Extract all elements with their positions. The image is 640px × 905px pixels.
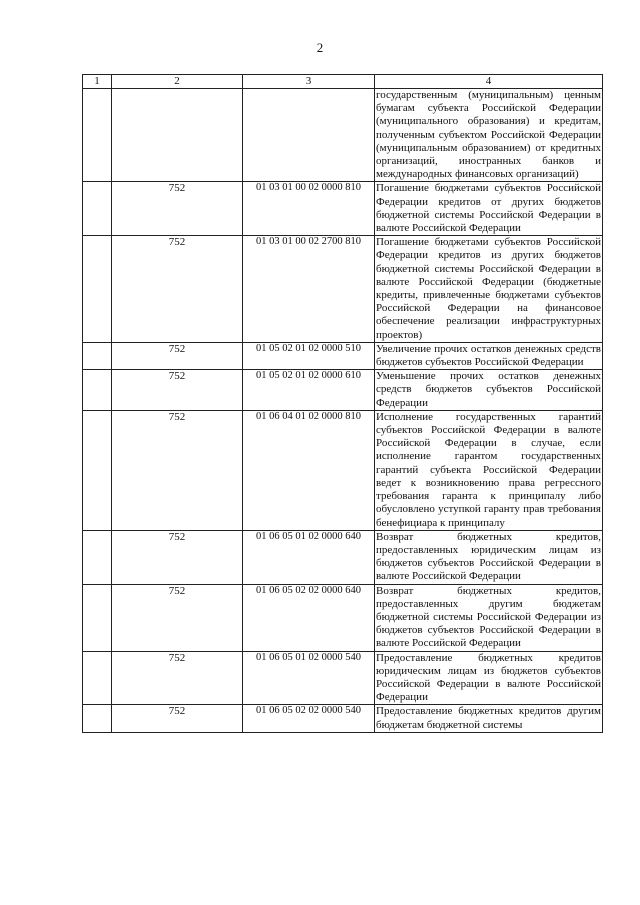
- budget-code: 01 03 01 00 02 0000 810: [243, 182, 375, 236]
- table-header-row: [83, 75, 603, 89]
- description: Погашение бюджетами субъектов Российской Федерации кредитов от других бюджетов бюджетной системы Российской Федерации в валюте Российской Федерации: [376, 182, 601, 235]
- description: государственным (муниципальным) ценным бумагам субъекта Российской Федерации (муниципального образования) и кредитам, полученным субъектом Российской Федерации (муниципальным образованием) от кредитных организаций, иностранных банков и международных финансовых организаций): [376, 89, 601, 181]
- table-row: [83, 89, 603, 182]
- budget-code: 01 03 01 00 02 2700 810: [243, 236, 375, 343]
- admin-code: 752: [112, 651, 243, 705]
- description: Погашение бюджетами субъектов Российской Федерации кредитов из других бюджетов бюджетной системы Российской Федерации в валюте Российской Федерации (бюджетные кредиты, привлеченные бюджетами субъектов Российской Федерации на финансовое обеспечение реализации инфраструктурных проектов): [376, 236, 601, 341]
- row-col-1: [83, 370, 112, 411]
- description: Возврат бюджетных кредитов, предоставленных другим бюджетам бюджетной системы Российской Федерации из бюджетов субъектов Российской Федерации в валюте Российской Федерации: [376, 584, 601, 650]
- admin-code: 752: [112, 530, 243, 584]
- row-col-1: [83, 182, 112, 236]
- admin-code: 752: [112, 342, 243, 369]
- table-row: [83, 410, 603, 530]
- row-col-1: [83, 651, 112, 705]
- row-col-1: [83, 236, 112, 343]
- header-col-1: 1: [83, 75, 112, 89]
- budget-code: 01 06 05 02 02 0000 640: [243, 584, 375, 651]
- description: Предоставление бюджетных кредитов другим бюджетам бюджетной системы: [376, 705, 601, 731]
- table-row: [83, 651, 603, 705]
- table-row: [83, 236, 603, 343]
- table-row: [83, 182, 603, 236]
- description: Увеличение прочих остатков денежных средств бюджетов субъектов Российской Федерации: [376, 342, 601, 369]
- budget-code: 01 05 02 01 02 0000 510: [243, 342, 375, 369]
- table-row: [83, 342, 603, 369]
- row-col-1: [83, 89, 112, 182]
- row-col-1: [83, 530, 112, 584]
- header-col-4: 4: [375, 75, 603, 89]
- admin-code: 752: [112, 370, 243, 411]
- row-col-1: [83, 410, 112, 530]
- table-row: [83, 705, 603, 732]
- admin-code: 752: [112, 584, 243, 651]
- admin-code: 752: [112, 705, 243, 732]
- page-number: 2: [316, 40, 324, 55]
- admin-code: 752: [112, 182, 243, 236]
- description: Уменьшение прочих остатков денежных средств бюджетов субъектов Российской Федерации: [376, 370, 601, 409]
- table-row: [83, 530, 603, 584]
- table-row: [83, 370, 603, 411]
- budget-codes-table: [82, 74, 603, 733]
- table-row: [83, 584, 603, 651]
- budget-code: [243, 89, 375, 182]
- header-col-3: 3: [243, 75, 375, 89]
- row-col-1: [83, 342, 112, 369]
- budget-code: 01 06 05 02 02 0000 540: [243, 705, 375, 732]
- row-col-1: [83, 584, 112, 651]
- budget-code: 01 06 05 01 02 0000 540: [243, 651, 375, 705]
- budget-code: 01 06 05 01 02 0000 640: [243, 530, 375, 584]
- admin-code: 752: [112, 410, 243, 530]
- admin-code: 752: [112, 236, 243, 343]
- row-col-1: [83, 705, 112, 732]
- budget-code: 01 06 04 01 02 0000 810: [243, 410, 375, 530]
- description: Исполнение государственных гарантий субъектов Российской Федерации в валюте Российской Федерации в случае, если исполнение гарантом государственных гарантий субъекта Российской Федерации ведет к возникновению права регрессного требования гаранта к принципалу либо обусловлено уступкой гаранту прав требования бенефициара к принципалу: [376, 410, 601, 529]
- header-col-2: 2: [112, 75, 243, 89]
- description: Предоставление бюджетных кредитов юридическим лицам из бюджетов субъектов Российской Федерации в валюте Российской Федерации: [376, 651, 601, 704]
- admin-code: [112, 89, 243, 182]
- budget-code: 01 05 02 01 02 0000 610: [243, 370, 375, 411]
- description: Возврат бюджетных кредитов, предоставленных юридическим лицам из бюджетов субъектов Российской Федерации в валюте Российской Федерации: [376, 530, 601, 583]
